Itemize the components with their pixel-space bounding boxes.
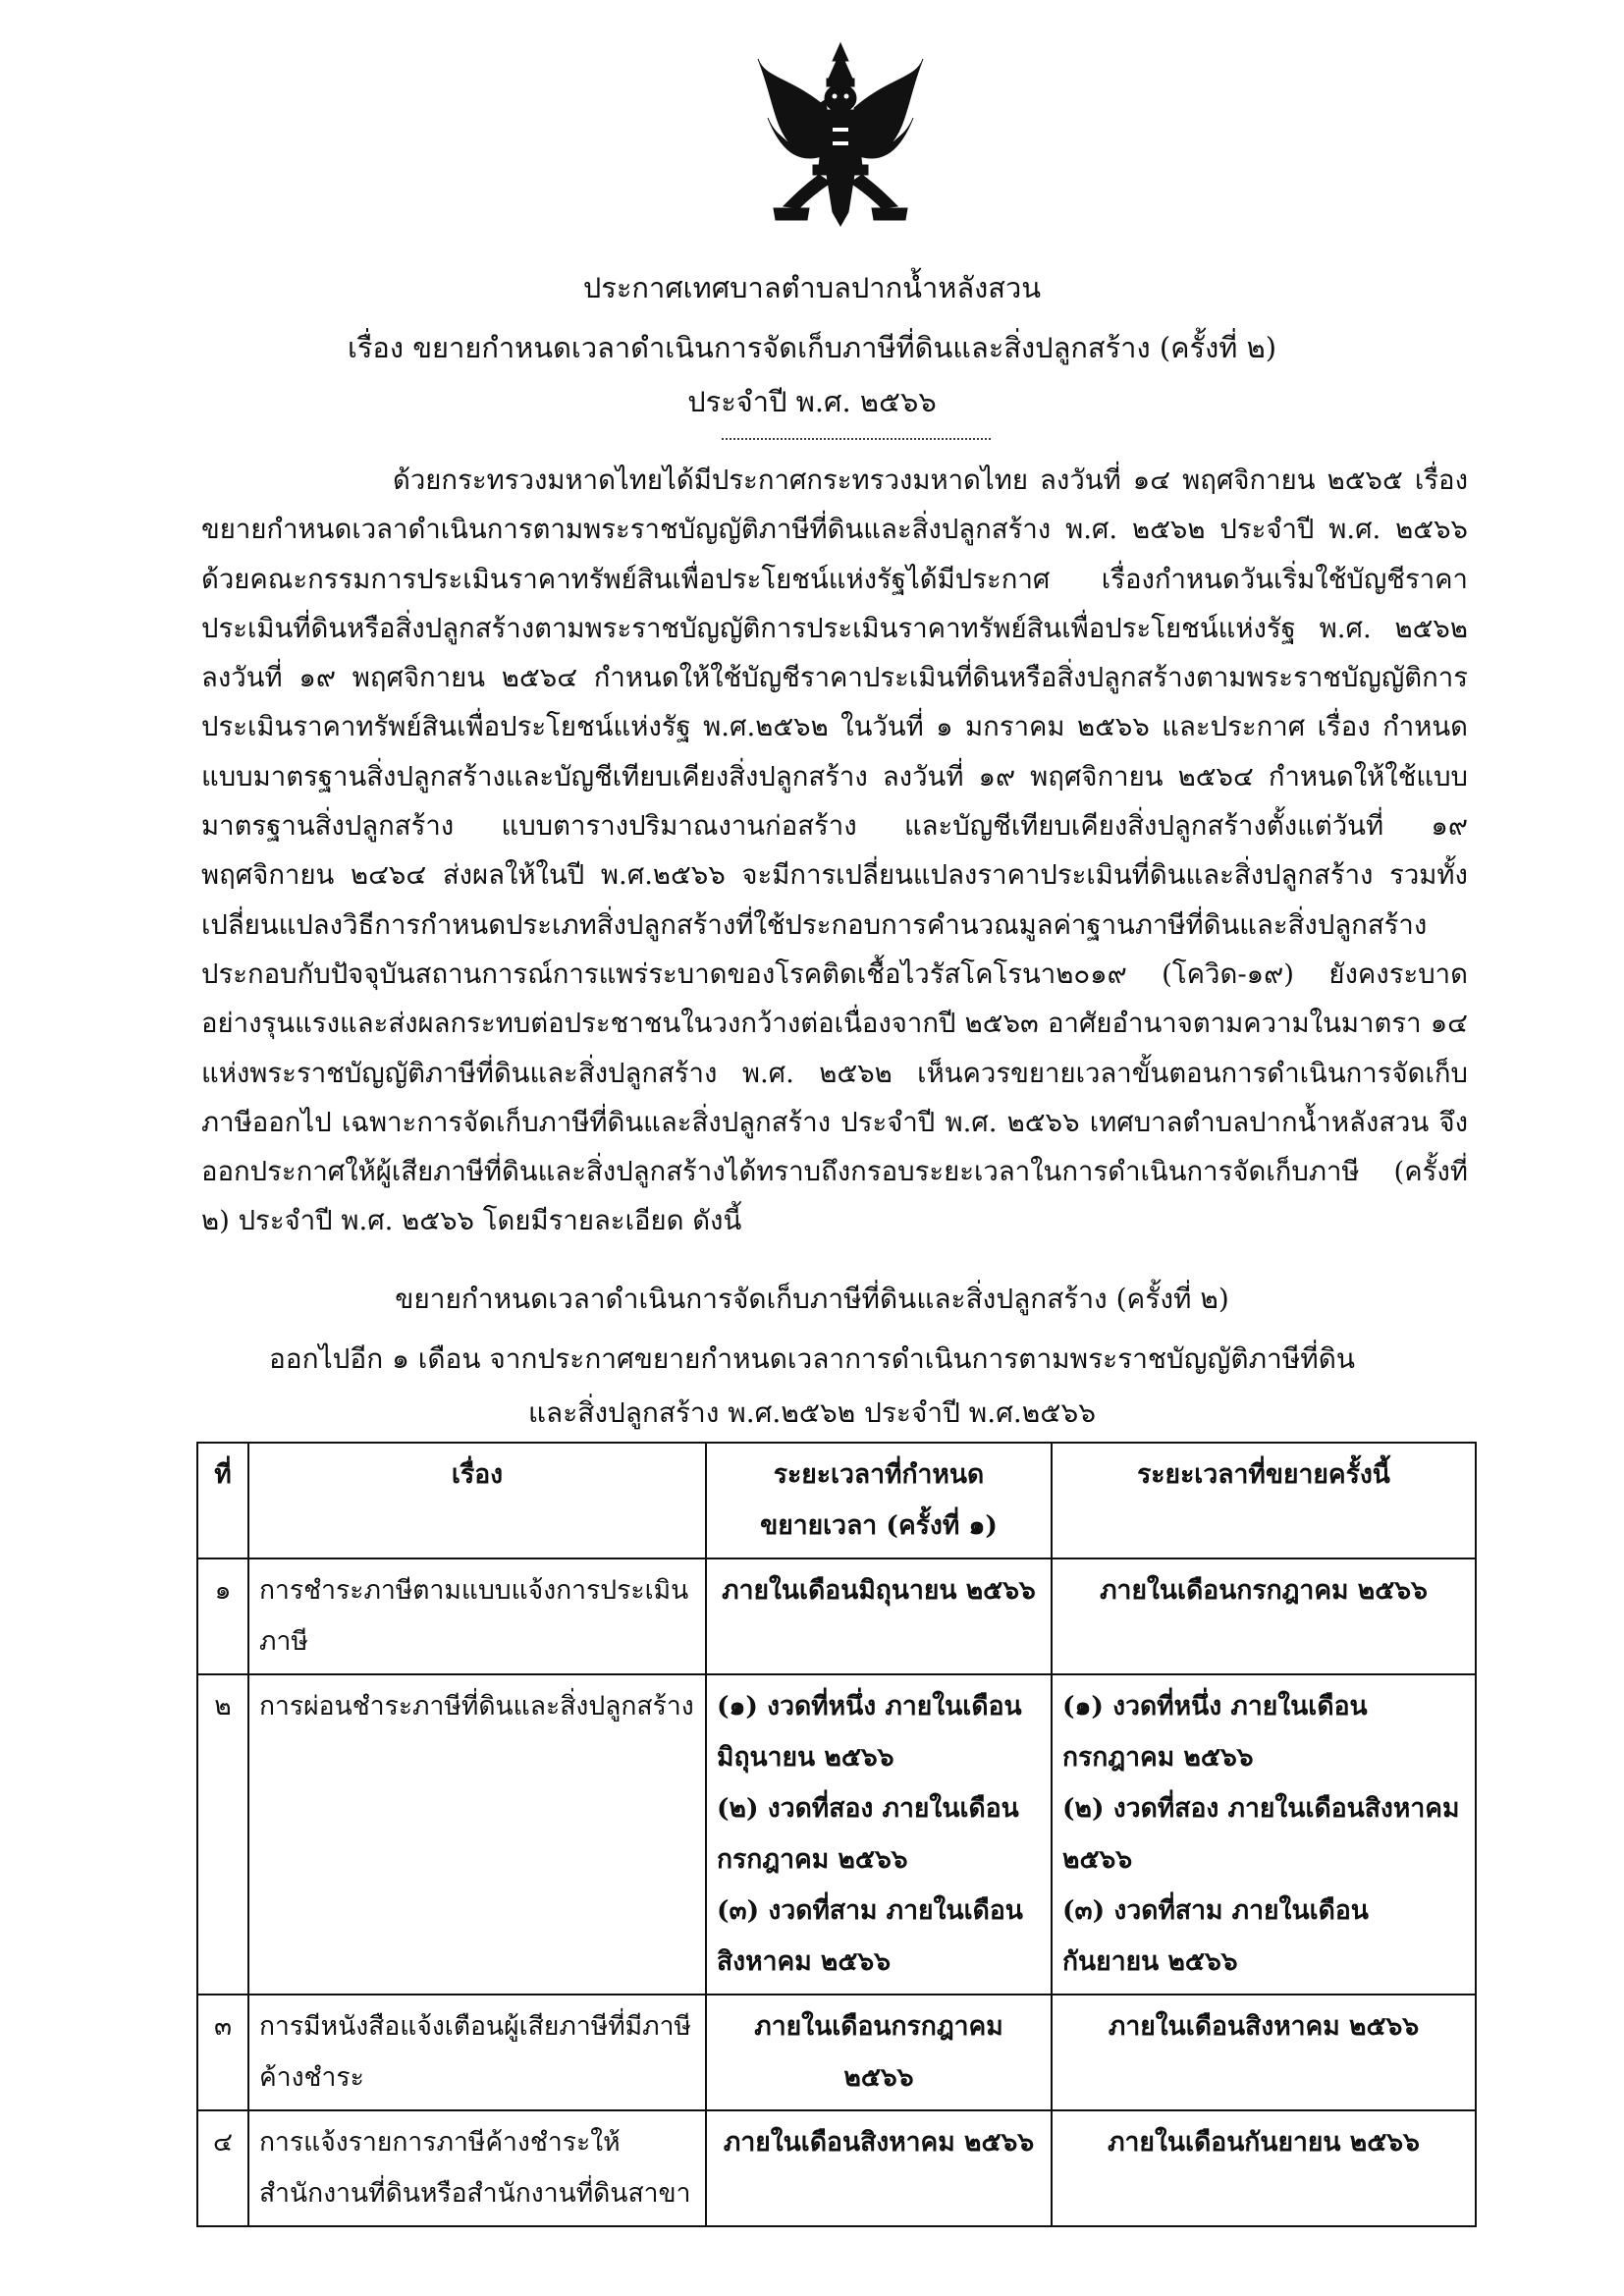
header-no: ที่	[197, 1443, 248, 1558]
table-header-row	[197, 1443, 1476, 1558]
row-extended: ภายในเดือนสิงหาคม ๒๕๖๖	[1052, 1995, 1476, 2110]
header-extended: ระยะเวลาที่ขยายครั้งนี้	[1052, 1443, 1476, 1558]
announcement-body: ด้วยกระทรวงมหาดไทยได้มีประกาศกระทรวงมหาดไทย ลงวันที่ ๑๔ พฤศจิกายน ๒๕๖๕ เรื่องขยายกำหนดเวลาดำเนินการตามพระราชบัญญัติภาษีที่ดินและสิ่งปลูกสร้าง พ.ศ. ๒๕๖๒ ประจำปี พ.ศ. ๒๕๖๖ ด้วยคณะกรรมการประเมินราคาทรัพย์สินเพื่อประโยชน์แห่งรัฐได้มีประกาศ เรื่องกำหนดวันเริ่มใช้บัญชีราคาประเมินที่ดินหรือสิ่งปลูกสร้างตามพระราชบัญญัติการประเมินราคาทรัพย์สินเพื่อประโยชน์แห่งรัฐ พ.ศ. ๒๕๖๒ ลงวันที่ ๑๙ พฤศจิกายน ๒๕๖๔ กำหนดให้ใช้บัญชีราคาประเมินที่ดินหรือสิ่งปลูกสร้างตามพระราชบัญญัติการประเมินราคาทรัพย์สินเพื่อประโยชน์แห่งรัฐ พ.ศ.๒๕๖๒ ในวันที่ ๑ มกราคม ๒๕๖๖ และประกาศ เรื่อง กำหนดแบบมาตรฐานสิ่งปลูกสร้างและบัญชีเทียบเคียงสิ่งปลูกสร้าง ลงวันที่ ๑๙ พฤศจิกายน ๒๕๖๔ กำหนดให้ใช้แบบมาตรฐานสิ่งปลูกสร้าง แบบตารางปริมาณงานก่อสร้าง และบัญชีเทียบเคียงสิ่งปลูกสร้างตั้งแต่วันที่ ๑๙ พฤศจิกายน ๒๔๖๔ ส่งผลให้ในปี พ.ศ.๒๕๖๖ จะมีการเปลี่ยนแปลงราคาประเมินที่ดินและสิ่งปลูกสร้าง รวมทั้งเปลี่ยนแปลงวิธีการกำหนดประเภทสิ่งปลูกสร้างที่ใช้ประกอบการคำนวณมูลค่าฐานภาษีที่ดินและสิ่งปลูกสร้าง ประกอบกับปัจจุบันสถานการณ์การแพร่ระบาดของโรคติดเชื้อไวรัสโคโรนา๒๐๑๙ (โควิด-๑๙) ยังคงระบาดอย่างรุนแรงและส่งผลกระทบต่อประชาชนในวงกว้างต่อเนื่องจากปี ๒๕๖๓ อาศัยอำนาจตามความในมาตรา ๑๔ แห่งพระราชบัญญัติภาษีที่ดินและสิ่งปลูกสร้าง พ.ศ. ๒๕๖๒ เห็นควรขยายเวลาขั้นตอนการดำเนินการจัดเก็บภาษีออกไป เฉพาะการจัดเก็บภาษีที่ดินและสิ่งปลูกสร้าง ประจำปี พ.ศ. ๒๕๖๖ เทศบาลตำบลปากน้ำหลังสวน จึงออกประกาศให้ผู้เสียภาษีที่ดินและสิ่งปลูกสร้างได้ทราบถึงกรอบระยะเวลาในการดำเนินการจัดเก็บภาษี (ครั้งที่ ๒) ประจำปี พ.ศ. ๒๕๖๖ โดยมีรายละเอียด ดังนี้	[201, 465, 1468, 1237]
schedule-table	[196, 1442, 1477, 2227]
installment-2: (๒) งวดที่สอง ภายในเดือนสิงหาคม ๒๕๖๖	[1062, 1793, 1460, 1875]
header-period-line-2: ขยายเวลา (ครั้งที่ ๑)	[760, 1510, 998, 1541]
row-period	[706, 1674, 1052, 1995]
table-row	[197, 1558, 1476, 1674]
garuda-emblem-icon	[754, 39, 927, 236]
row-subject: การแจ้งรายการภาษีค้างชำระให้สำนักงานที่ดินหรือสำนักงานที่ดินสาขา	[248, 2110, 706, 2226]
row-period: ภายในเดือนสิงหาคม ๒๕๖๖	[706, 2110, 1052, 2226]
installment-1: (๑) งวดที่หนึ่ง ภายในเดือนมิถุนายน ๒๕๖๖	[717, 1691, 1022, 1773]
header-period	[706, 1443, 1052, 1558]
header-period-line-1: ระยะเวลาที่กำหนด	[773, 1459, 985, 1490]
installment-1: (๑) งวดที่หนึ่ง ภายในเดือนกรกฎาคม ๒๕๖๖	[1062, 1691, 1368, 1773]
row-no: ๑	[197, 1558, 248, 1674]
row-no: ๓	[197, 1995, 248, 2110]
row-extended: ภายในเดือนกันยายน ๒๕๖๖	[1052, 2110, 1476, 2226]
table-caption-line-3: และสิ่งปลูกสร้าง พ.ศ.๒๕๖๒ ประจำปี พ.ศ.๒๕๖๖	[527, 1396, 1096, 1429]
row-period: ภายในเดือนกรกฎาคม ๒๕๖๖	[706, 1995, 1052, 2110]
row-period: ภายในเดือนมิถุนายน ๒๕๖๖	[706, 1558, 1052, 1674]
row-extended: ภายในเดือนกรกฎาคม ๒๕๖๖	[1052, 1558, 1476, 1674]
announcement-title: ประกาศเทศบาลตำบลปากน้ำหลังสวน	[582, 271, 1042, 304]
announcement-year: ประจำปี พ.ศ. ๒๕๖๖	[687, 385, 937, 418]
row-no: ๔	[197, 2110, 248, 2226]
table-caption-line-2: ออกไปอีก ๑ เดือน จากประกาศขยายกำหนดเวลาการดำเนินการตามพระราชบัญญัติภาษีที่ดิน	[268, 1342, 1356, 1375]
header-subject: เรื่อง	[248, 1443, 706, 1558]
table-caption-line-1: ขยายกำหนดเวลาดำเนินการจัดเก็บภาษีที่ดินและสิ่งปลูกสร้าง (ครั้งที่ ๒)	[395, 1283, 1229, 1315]
installment-3: (๓) งวดที่สาม ภายในเดือนสิงหาคม ๒๕๖๖	[717, 1895, 1023, 1977]
title-divider	[722, 438, 991, 440]
row-subject: การชำระภาษีตามแบบแจ้งการประเมินภาษี	[248, 1558, 706, 1674]
table-row	[197, 2110, 1476, 2226]
installment-2: (๒) งวดที่สอง ภายในเดือนกรกฎาคม ๒๕๖๖	[717, 1793, 1019, 1875]
row-extended	[1052, 1674, 1476, 1995]
row-no: ๒	[197, 1674, 248, 1995]
row-subject: การมีหนังสือแจ้งเตือนผู้เสียภาษีที่มีภาษีค้างชำระ	[248, 1995, 706, 2110]
installment-3: (๓) งวดที่สาม ภายในเดือนกันยายน ๒๕๖๖	[1062, 1895, 1369, 1977]
table-row	[197, 1995, 1476, 2110]
row-subject: การผ่อนชำระภาษีที่ดินและสิ่งปลูกสร้าง	[248, 1674, 706, 1995]
announcement-subject: เรื่อง ขยายกำหนดเวลาดำเนินการจัดเก็บภาษีที่ดินและสิ่งปลูกสร้าง (ครั้งที่ ๒)	[347, 331, 1277, 364]
table-row	[197, 1674, 1476, 1995]
